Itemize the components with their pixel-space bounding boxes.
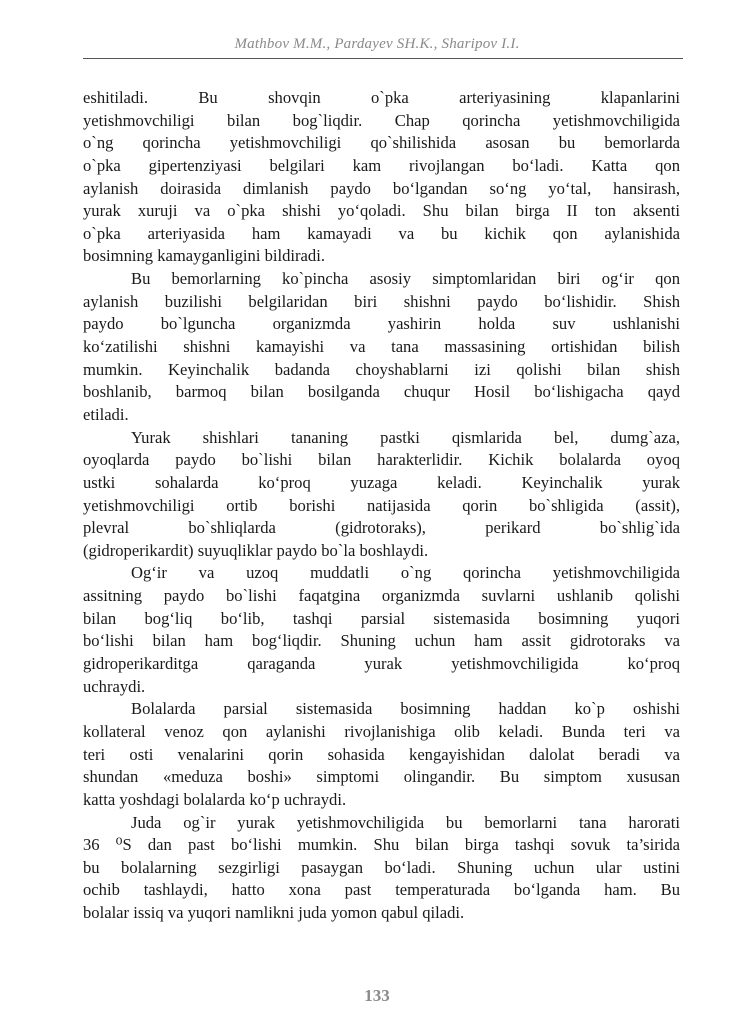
text-line: ochib tashlaydi, hatto xona past temperaturada bo‘lganda ham. Bu <box>83 880 680 900</box>
paragraph <box>83 87 680 268</box>
text-line: (gidroperikardit) suyuqliklar paydo bo`la boshlaydi. <box>83 540 429 560</box>
text-line: 36 ⁰S dan past bo‘lishi mumkin. Shu bilan birga tashqi sovuk ta’sirida <box>83 835 680 855</box>
text-line: gidroperikarditga qaraganda yurak yetishmovchiligida ko‘proq <box>83 654 680 674</box>
paragraph <box>83 427 680 563</box>
running-head: Mathbov M.M., Pardayev SH.K., Sharipov I.I. <box>234 36 520 52</box>
text-line: etiladi. <box>83 404 129 424</box>
text-line: bu bolalarning sezgirligi pasaygan bo‘ladi. Shuning uchun ular ustini <box>83 857 680 877</box>
text-line: aylanish buzilishi belgilaridan biri shishni paydo bo‘lishidir. Shish <box>83 291 680 311</box>
text-line: yetishmovchiligi ortib borishi natijasida qorin bo`shligida (assit), <box>83 495 680 515</box>
text-line: plevral bo`shliqlarda (gidrotoraks), perikard bo`shlig`ida <box>83 518 680 538</box>
text-line: Yurak shishlari tananing pastki qismlarida bel, dumg`aza, <box>131 427 680 447</box>
text-line: ustki sohalarda ko‘proq yuzaga keladi. Keyinchalik yurak <box>83 472 680 492</box>
text-line: boshlanib, barmoq bilan bosilganda chuqur Hosil bo‘lishigacha qayd <box>83 382 680 402</box>
text-line: uchraydi. <box>83 676 146 696</box>
text-line: o`pka arteriyasida ham kamayadi va bu kichik qon aylanishida <box>83 223 680 243</box>
text-line: Og‘ir va uzoq muddatli o`ng qorincha yetishmovchiligida <box>131 563 680 583</box>
text-line: assitning paydo bo`lishi faqatgina organizmda suvlarni ushlanib qolishi <box>83 586 680 606</box>
text-line: bolalar issiq va yuqori namlikni juda yomon qabul qiladi. <box>83 903 465 923</box>
text-line: Bu bemorlarning ko`pincha asosiy simptomlaridan biri og‘ir qon <box>131 269 680 289</box>
paragraph <box>83 698 680 811</box>
paragraph <box>83 562 680 698</box>
text-line: eshitiladi. Bu shovqin o`pka arteriyasining klapanlarini <box>83 88 680 107</box>
text-line: yetishmovchiligi bilan bog`liqdir. Chap qorincha yetishmovchiligida <box>83 110 680 130</box>
header-rule <box>83 58 683 59</box>
text-line: kollateral venoz qon aylanishi rivojlanishiga olib keladi. Bunda teri va <box>83 721 680 741</box>
text-line: katta yoshdagi bolalarda ko‘p uchraydi. <box>83 789 347 809</box>
text-line: yurak xuruji va o`pka shishi yo‘qoladi. Shu bilan birga II ton aksenti <box>83 201 680 221</box>
text-line: aylanish doirasida dimlanish paydo bo‘lgandan so‘ng yo‘tal, hansirash, <box>83 178 680 198</box>
text-line: bilan bog‘liq bo‘lib, tashqi parsial sistemasida bosimning yuqori <box>83 608 680 628</box>
body-text <box>83 87 680 925</box>
text-line: o`pka gipertenziyasi belgilari kam rivojlangan bo‘ladi. Katta qon <box>83 155 680 175</box>
page-number: 133 <box>364 986 390 1005</box>
text-line: teri osti venalarini qorin sohasida kengayishidan dalolat beradi va <box>83 744 680 764</box>
text-line: ko‘zatilishi shishni kamayishi va tana massasining ortishidan bilish <box>83 337 680 357</box>
text-line: Bolalarda parsial sistemasida bosimning haddan ko`p oshishi <box>131 699 680 719</box>
text-line: bo‘lishi bilan ham bog‘liqdir. Shuning uchun ham assit gidrotoraks va <box>83 631 680 651</box>
paragraph <box>83 812 680 925</box>
text-line: paydo bo`lguncha organizmda yashirin holda suv ushlanishi <box>83 314 680 334</box>
paragraph <box>83 268 680 426</box>
text-line: o`ng qorincha yetishmovchiligi qo`shilishida asosan bu bemorlarda <box>83 133 680 153</box>
text-line: bosimning kamayganligini bildiradi. <box>83 246 325 266</box>
text-line: Juda og`ir yurak yetishmovchiligida bu bemorlarni tana harorati <box>131 812 680 832</box>
text-line: shundan «meduza boshi» simptomi olingandir. Bu simptom xususan <box>83 767 680 787</box>
text-line: oyoqlarda paydo bo`lishi bilan harakterlidir. Kichik bolalarda oyoq <box>83 450 680 470</box>
text-line: mumkin. Keyinchalik badanda choyshablarni izi qolishi bilan shish <box>83 359 680 379</box>
